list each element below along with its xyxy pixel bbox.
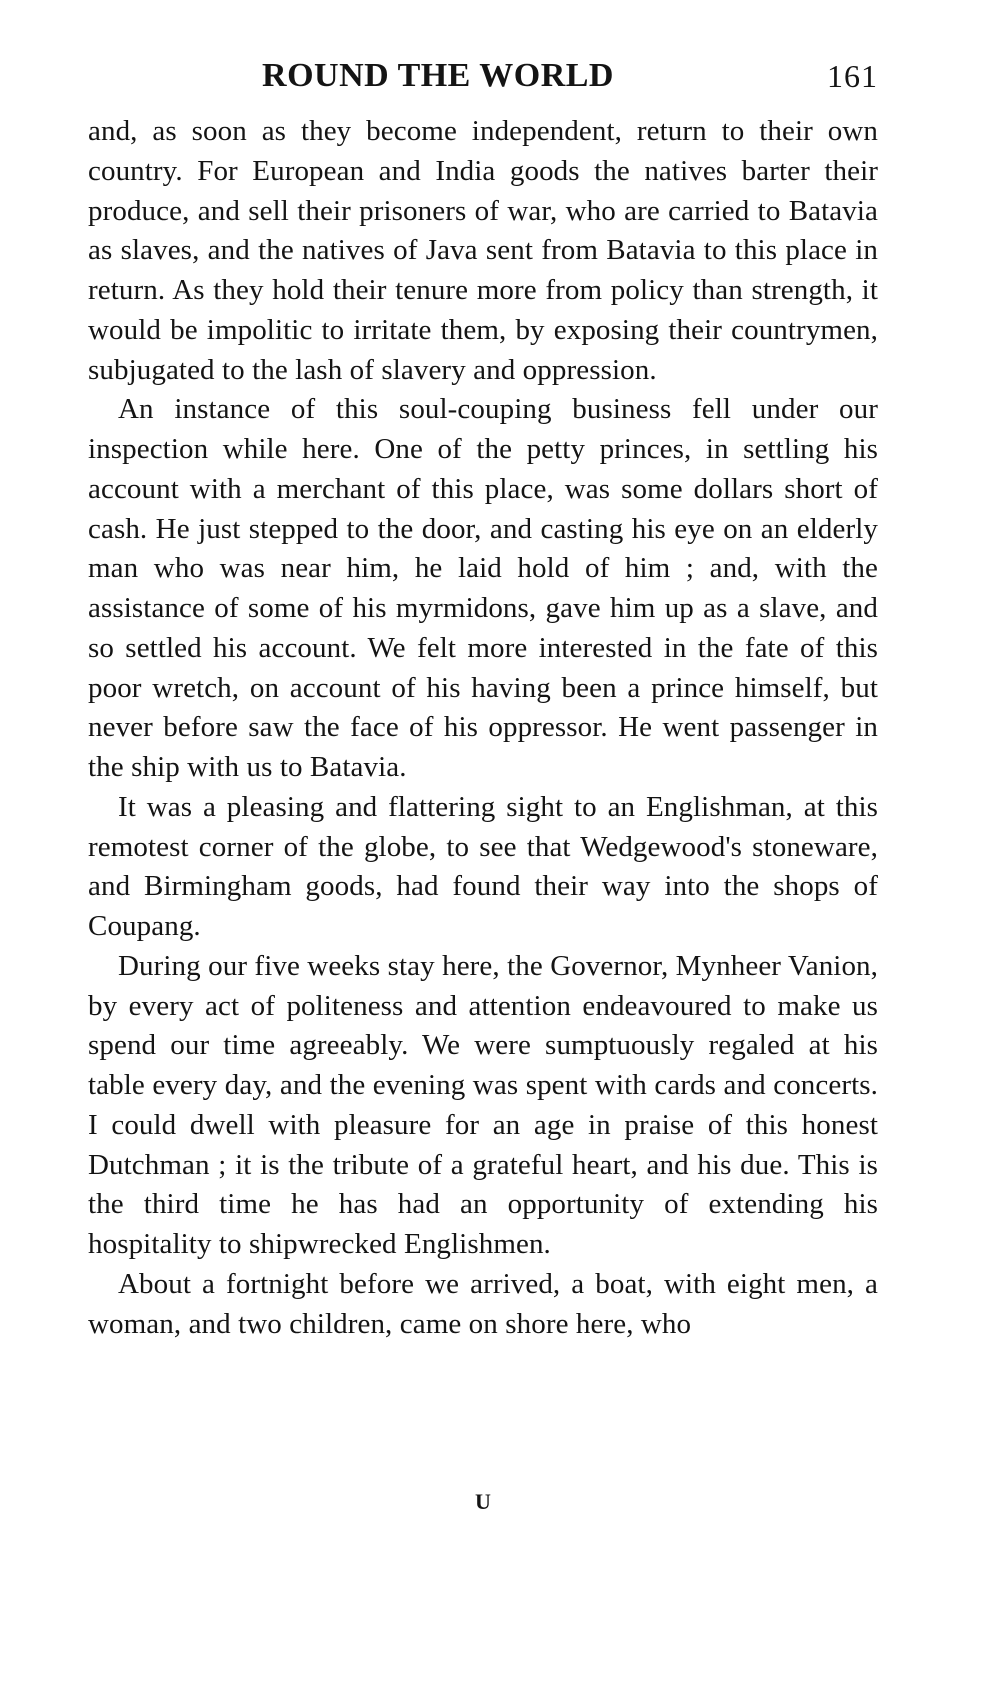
page-number: 161: [827, 58, 878, 94]
signature-mark: U: [475, 1489, 491, 1514]
paragraph-continued: and, as soon as they become independent, return to their own country. For European and India goods the natives barter their produce, and sell their prisoners of war, who are carried to Batavia as slaves, and the natives of Java sent from Batavia to this place in return. As they hold their tenure more from policy than strength, it would be impolitic to irritate them, by exposing their countrymen, subjugated to the lash of slavery and oppression.: [88, 115, 878, 386]
body-text: [88, 112, 878, 1344]
paragraph-boat: About a fortnight before we arrived, a boat, with eight men, a woman, and two children, came on shore here, who: [88, 1267, 878, 1340]
running-head: [88, 54, 878, 98]
paragraph-governor: During our five weeks stay here, the Governor, Mynheer Vanion, by every act of politeness and attention endeavoured to make us spend our time agreeably. We were sumptuously regaled at his table every day, and the evening was spent with cards and concerts. I could dwell with pleasure for an age in praise of this honest Dutchman ; it is the tribute of a grateful heart, and his due. This is the third time he has had an opportunity of extending his hospitality to shipwrecked Englishmen.: [88, 949, 878, 1260]
paragraph-wedgewood: It was a pleasing and flattering sight to an Englishman, at this remotest corner of the globe, to see that Wedgewood's stoneware, and Birmingham goods, had found their way into the shops of Coupang.: [88, 790, 878, 942]
paragraph-soul-couping: An instance of this soul-couping business fell under our inspection while here. One of the petty princes, in settling his account with a merchant of this place, was some dollars short of cash. He just stepped to the door, and casting his eye on an elderly man who was near him, he laid hold of him ; and, with the assistance of some of his myrmidons, gave him up as a slave, and so settled his account. We felt more interested in the fate of this poor wretch, on account of his having been a prince himself, but never before saw the face of his oppressor. He went passenger in the ship with us to Batavia.: [88, 393, 878, 783]
running-title: ROUND THE WORLD: [262, 57, 614, 94]
